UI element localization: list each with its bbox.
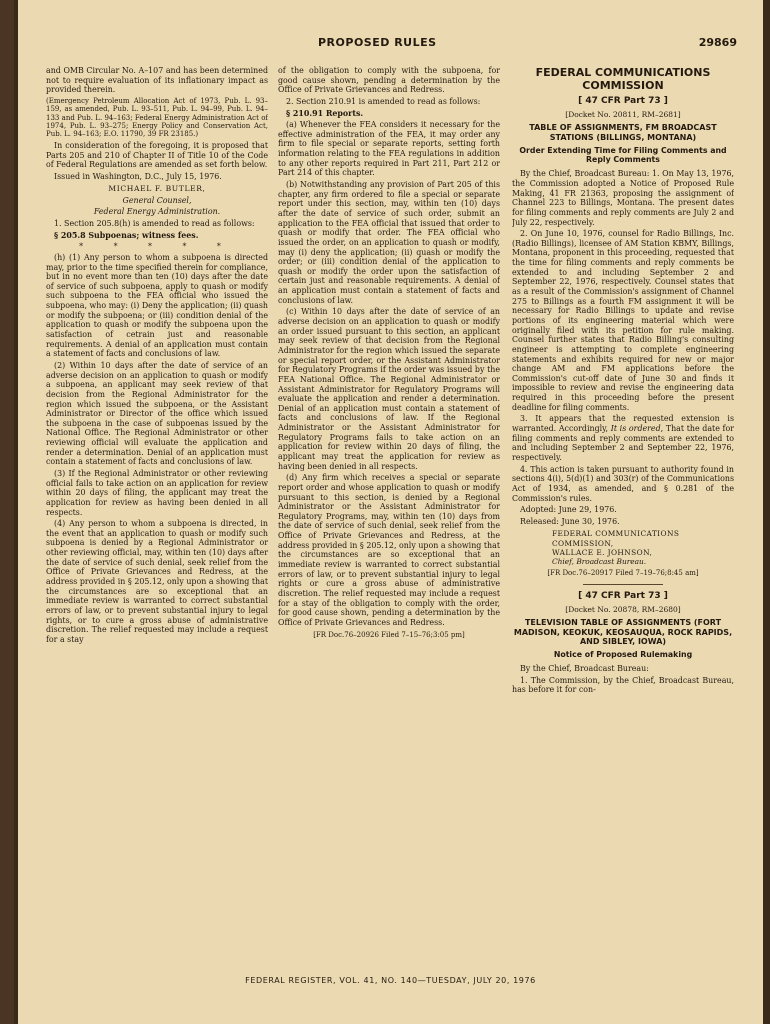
paragraph: 1. The Commission, by the Chief, Broadcast Bureau, has before it for con- <box>512 675 734 695</box>
paragraph: 2. On June 10, 1976, counsel for Radio Billings, Inc. (Radio Billings), licensee of AM Station KBMY, Billings, Montana, proponent in this proceeding, requested that the time for filing comments and reply comments be extended to and including September 2 and September 22, 1976, respectively. Counsel states that as a result of the Commission's assignment of Channel 275 to Billings as a fourth FM assignment it will be necessary for Radio Billings to update and revise portions of its engineering material which were originally filed with its petition for rule making. Counsel further states that Radio Billing's consulting engineer is attempting to complete engineering statements and exhibits required for new or major change AM and FM applications before the Commission's cut-off date of June 30 and finds it impossible to review and revise the engineering data required in this proceeding before the present deadline for filing comments. <box>512 229 734 412</box>
paragraph: (h) (1) Any person to whom a subpoena is directed may, prior to the time specified therein for compliance, but in no event more than ten (10) days after the date of service of such subpoena, apply to quash or modify such subpoena to the FEA official who issued the subpoena, who may: (i) Deny the application; (ii) quash or modify the subpoena; or (iii) condition denial of the application to quash or modify the subpoena upon the satisfaction of cetrain just and reasonable requirements. A denial of an application must contain a statement of facts and conclusions of law. <box>46 252 268 359</box>
document-page <box>18 0 763 1024</box>
signature-block <box>552 529 734 566</box>
column-right <box>512 66 734 936</box>
column-middle <box>278 66 500 936</box>
document-subtitle: Order Extending Time for Filing Comments and Reply Comments <box>519 145 727 165</box>
page-header <box>18 36 763 56</box>
omission-dots: * * * * * <box>79 242 235 252</box>
cfr-part: [ 47 CFR Part 73 ] <box>578 96 668 107</box>
signer-name: MICHAEL F. BUTLER, <box>108 184 206 194</box>
paragraph: and OMB Circular No. A–107 and has been determined not to require evaluation of its inflationary impact as provided therein. <box>46 66 268 95</box>
signature-line: FEDERAL COMMUNICATIONS <box>552 529 680 539</box>
adopted-date: Adopted: June 29, 1976. <box>520 505 617 515</box>
page-footer: FEDERAL REGISTER, VOL. 41, NO. 140—TUESDAY, JULY 20, 1976 <box>245 976 536 985</box>
column-left <box>46 66 268 936</box>
paragraph: (c) Within 10 days after the date of service of an adverse decision on an application to quash or modify an order issued pursuant to this section, an applicant may seek review of that decision from the Regional Administrator for the region which issued the separate or special report order, or the Assistant Administrator for Regulatory Programs if the order was issued by the FEA National Office. The Regional Administrator or Assistant Administrator for Regulatory Programs will evaluate the application and render a determination. Denial of an application must contain a statement of facts and conclusions of law. If the Regional Administrator or the Assistant Administrator for Regulatory Programs fails to take action on an application for review within 20 days of filing, the applicant may treat the application for review as having been denied in all respects. <box>278 307 500 471</box>
italic-run: It is ordered, <box>610 424 664 434</box>
paragraph: By the Chief, Broadcast Bureau: 1. On May 13, 1976, the Commission adopted a Notice of Proposed Rule Making, 41 FR 21363, proposing the assignment of Channel 223 to Billings, Montana. The present dates for filing comments and reply comments are July 2 and July 22, respectively. <box>512 169 734 227</box>
paragraph: of the obligation to comply with the subpoena, for good cause shown, pending a determination by the Office of Private Grievances and Redress. <box>278 66 500 95</box>
divider <box>583 584 663 585</box>
paragraph: By the Chief, Broadcast Bureau: <box>520 664 649 674</box>
text-run: That the date for filing comments and reply comments are extended to and including September 2 and September 22, 1976, respectively. <box>512 424 734 462</box>
paragraph: (b) Notwithstanding any provision of Part 205 of this chapter, any firm ordered to file a special or separate report under this section, may, within ten (10) days after the date of service of such order, submit an application to the FEA official that issued that order to quash or modify that order. The FEA official who issued the order, on an application to quash or modify, may (i) deny the application; (ii) quash or modify the order; or (iii) condition denial of the application to quash or modify the order upon the satisfaction of certain just and reasonable requirements. A denial of an application must contain a statement of facts and conclusions of law. <box>278 180 500 305</box>
document-subtitle: Notice of Proposed Rulemaking <box>553 649 693 659</box>
fr-doc-line: [FR Doc.76–20926 Filed 7–15–76;3:05 pm] <box>313 630 465 639</box>
docket-number: [Docket No. 20878, RM–2680] <box>565 604 681 614</box>
paragraph <box>512 414 734 462</box>
signature-line <box>552 557 734 566</box>
page-number: 29869 <box>698 36 737 49</box>
signer-agency: Federal Energy Administration. <box>93 207 221 217</box>
docket-number: [Docket No. 20811, RM–2681] <box>565 110 681 120</box>
binding-edge <box>0 0 14 1024</box>
paragraph: (2) Within 10 days after the date of service of an adverse decision on an application to quash or modify a subpoena, an applicant may seek review of that decision from the Regional Administrator for the region which issued the subpoena, or the Assistant Administrator or Director of the office which issued the subpoena in the case of subpoenas issued by the National Office. The Regional Administrator or other reviewing official will evaluate the application and render a determination. Denial of an application must contain a statement of facts and conclusions of law. <box>46 360 268 467</box>
signer-title: Chief, Broadcast Bureau. <box>552 557 647 567</box>
paragraph: (4) Any person to whom a subpoena is directed, in the event that an application to quash or modify such subpoena is denied by a Regional Administrator or other reviewing official, may, within ten (10) days after the date of service of such denial, seek relief from the Office of Private Grievances and Redress, at the address provided in § 205.12, only upon a showing that the circumstances are so exceptional that an immediate review is warranted to correct substantial errors of law, or to prevent substantial injury to legal rights, or to cure a gross abuse of administrative discretion. The relief requested may include a request for a stay <box>46 519 268 644</box>
subject-heading: TELEVISION TABLE OF ASSIGNMENTS (FORT MADISON, KEOKUK, KEOSAUQUA, ROCK RAPIDS, AND SIBLEY, IOWA) <box>513 618 733 647</box>
paragraph: (d) Any firm which receives a special or separate report order and whose application to quash or modify pursuant to this section, is denied by a Regional Administrator or the Assistant Administrator for Regulatory Programs, may, within ten (10) days from the date of service of such denial, seek relief from the Office of Private Grievances and Redress, at the address provided in § 205.12, only upon a showing that the circumstances are so exceptional that an immediate review is warranted to correct substantial errors of law, or to prevent substantial injury to legal rights or cure a gross abuse of administrative discretion. The relief requested may include a request for a stay of the obligation to comply with the order, for good cause shown, pending a determination by the Office of Private Grievances and Redress. <box>278 473 500 627</box>
paragraph: (3) If the Regional Administrator or other reviewing official fails to take action on an application for review within 20 days of filing, the applicant may treat the application for review as having been denied in all respects. <box>46 468 268 517</box>
released-date: Released: June 30, 1976. <box>520 516 620 526</box>
paragraph: 2. Section 210.91 is amended to read as follows: <box>286 96 481 106</box>
signer-title: General Counsel, <box>122 195 192 205</box>
paragraph: Issued in Washington, D.C., July 15, 1976. <box>54 171 222 181</box>
agency-heading: FEDERAL COMMUNICATIONS COMMISSION <box>535 66 711 93</box>
subject-heading: TABLE OF ASSIGNMENTS, FM BROADCAST STATIONS (BILLINGS, MONTANA) <box>529 123 717 143</box>
running-head: PROPOSED RULES <box>318 36 437 49</box>
signature-line: WALLACE E. JOHNSON, <box>552 547 653 557</box>
paragraph: 4. This action is taken pursuant to authority found in sections 4(i), 5(d)(1) and 303(r) of the Communications Act of 1934, as amended, and § 0.281 of the Commission's rules. <box>512 464 734 503</box>
paragraph: 1. Section 205.8(h) is amended to read as follows: <box>54 218 255 228</box>
text-run: 3. It appears that the requested extension is warranted. Accordingly, <box>512 414 734 434</box>
section-heading: § 210.91 Reports. <box>286 108 364 118</box>
paragraph: In consideration of the foregoing, it is proposed that Parts 205 and 210 of Chapter II of Title 10 of the Code of Federal Regulations are amended as set forth below. <box>46 140 268 170</box>
fr-doc-line: [FR Doc.76–20917 Filed 7–19–76;8:45 am] <box>547 569 699 578</box>
authority-citation: (Emergency Petroleum Allocation Act of 1973, Pub. L. 93–159, as amended, Pub. L. 93–511, Pub. L. 94–99, Pub. L. 94–133 and Pub. L. 94–163; Federal Energy Administration Act of 1974, Pub. L. 93–275; Energy Policy and Conservation Act, Pub. L. 94–163; E.O. 11790, 39 FR 23185.) <box>46 96 268 139</box>
paragraph: (a) Whenever the FEA considers it necessary for the effective administration of the FEA, it may order any firm to file special or separate reports, setting forth information relating to the FEA regulations in addition to any other reports required in Part 211, Part 212 or Part 214 of this chapter. <box>278 120 500 178</box>
section-heading: § 205.8 Subpoenas; witness fees. <box>54 230 199 240</box>
cfr-part: [ 47 CFR Part 73 ] <box>578 590 668 601</box>
signature-line: COMMISSION, <box>552 538 614 548</box>
